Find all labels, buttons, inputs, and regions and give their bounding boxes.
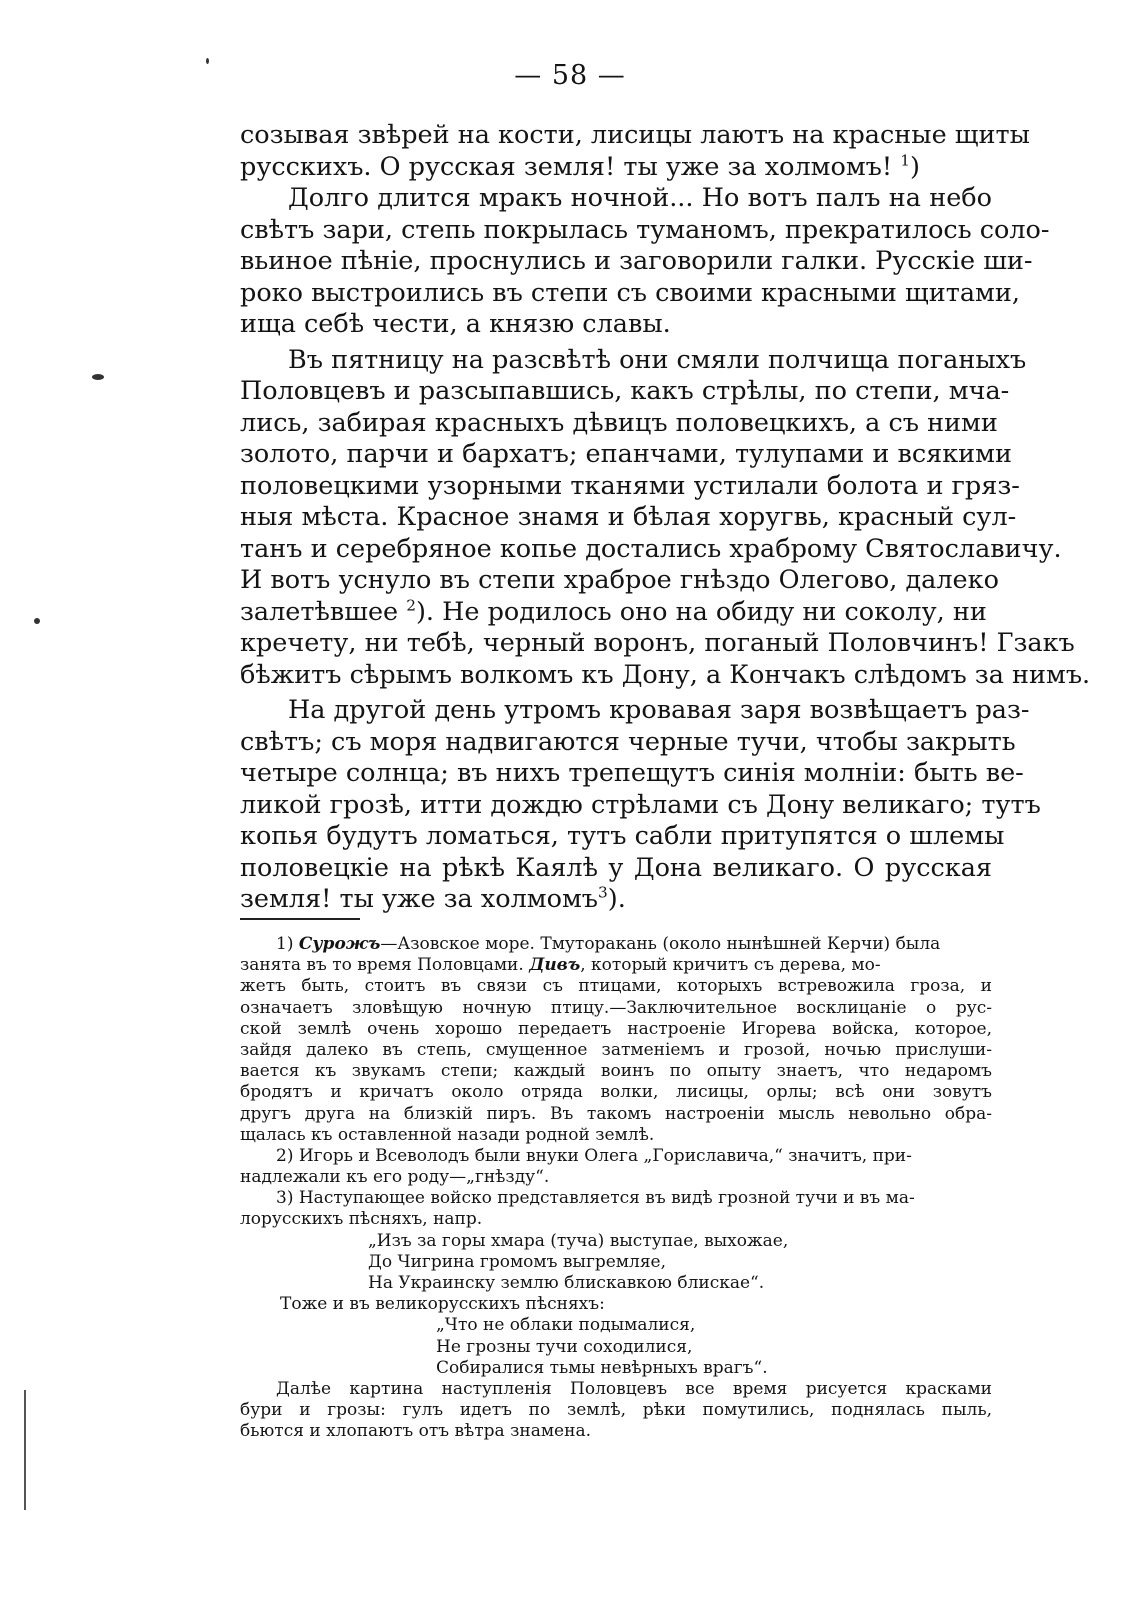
text-line: лись, забирая красныхъ дѣвицъ половецкихъ, а съ ними — [240, 407, 998, 438]
verse-line: До Чигрина громомъ выгремляе, — [368, 1251, 667, 1272]
footnotes — [240, 934, 992, 1443]
footnote-line: надлежали къ его роду—„гнѣзду“. — [240, 1167, 550, 1188]
footnote-1: 1) Сурожъ—Азовское море. Тмуторакань (около нынѣшней Керчи) была — [276, 934, 941, 954]
text-line: И вотъ уснуло въ степи храброе гнѣздо Олегово, далеко — [240, 565, 999, 595]
main-text — [240, 120, 1091, 916]
footnote-line: другъ друга на близкій пиръ. Въ такомъ настроеніи мысль невольно обра- — [240, 1103, 992, 1124]
scan-speck — [206, 58, 209, 64]
verse-line: Не грозны тучи соходилися, — [436, 1336, 693, 1357]
scan-speck — [92, 374, 104, 380]
footnote-line: бьются и хлопаютъ отъ вѣтра знамена. — [240, 1421, 591, 1442]
footnote-line: Далѣе картина наступленія Половцевъ все время рисуется красками — [276, 1378, 992, 1399]
footnote-line: вается къ звукамъ степи; каждый воинъ по опыту знаетъ, что недаромъ — [240, 1061, 992, 1082]
verse-line: „Изъ за горы хмара (туча) выступае, выхожае, — [368, 1230, 789, 1251]
text-line: созывая звѣрей на кости, лисицы лаютъ на красные щиты — [240, 120, 1030, 150]
footnote-2: 2) Игорь и Всеволодъ были внуки Олега „Гориславича,“ значитъ, при- — [276, 1145, 912, 1166]
text-line: роко выстроились въ степи съ своими красными щитами, — [240, 277, 1020, 308]
paragraph-start: На другой день утромъ кровавая заря возвѣщаетъ раз- — [288, 695, 1030, 725]
footnote-line: бури и грозы: гулъ идетъ по землѣ, рѣки помутились, поднялась пыль, — [240, 1400, 992, 1421]
paragraph-start: Долго длится мракъ ночной... Но вотъ палъ на небо — [288, 183, 992, 213]
page-number: — 58 — — [514, 60, 626, 91]
text-line: половецкіе на рѣкѣ Каялѣ у Дона великаго. О русская — [240, 852, 992, 883]
paragraph-start: Въ пятницу на разсвѣтѣ они смяли полчища поганыхъ — [288, 344, 1027, 375]
text-line: танъ и серебряное копье достались храброму Святославичу. — [240, 533, 1062, 564]
footnote-line: бродятъ и кричатъ около отряда волки, лисицы, орлы; всѣ они зовутъ — [240, 1082, 992, 1103]
text-line: залетѣвшее $^2$). Не родилось оно на обиду ни соколу, ни — [240, 596, 987, 627]
footnote-ref: 2 — [406, 596, 416, 614]
text-line: четыре солнца; въ нихъ трепещутъ синія молніи: быть ве- — [240, 758, 1024, 788]
text-line: русскихъ. О русская земля! ты уже за холмомъ! $^1$) — [240, 151, 920, 182]
text-line: вьиное пѣніе, проснулись и заговорили галки. Русскіе ши- — [240, 246, 1033, 276]
verse-line: „Что не облаки подымалися, — [436, 1315, 696, 1336]
verse-line: На Украинску землю блискавкою блискае“. — [368, 1273, 765, 1293]
footnote-3: 3) Наступающее войско представляется въ видѣ грозной тучи и въ ма- — [276, 1188, 915, 1209]
text-line: бѣжитъ сѣрымъ волкомъ къ Дону, а Кончакъ слѣдомъ за нимъ. — [240, 659, 1091, 690]
footnote-line: зайдя далеко въ степь, смущенное затменіемъ и грозой, ночью прислуши- — [240, 1039, 992, 1060]
footnote-divider — [240, 918, 360, 920]
text-line: ликой грозѣ, итти дождю стрѣлами съ Дону великаго; тутъ — [240, 789, 1041, 820]
footnote-line: щалась къ оставленной назади родной землѣ. — [240, 1124, 655, 1145]
verse-line: Собиралися тьмы невѣрныхъ врагъ“. — [436, 1357, 768, 1378]
text-line: свѣтъ; съ моря надвигаются черные тучи, чтобы закрыть — [240, 726, 1016, 757]
scan-edge-mark — [24, 1390, 26, 1510]
scan-speck — [34, 618, 40, 624]
footnote-ref: 1 — [900, 151, 910, 169]
text-line: кречету, ни тебѣ, черный воронъ, поганый Половчинъ! Гзакъ — [240, 628, 1075, 658]
text-line: ныя мѣста. Красное знамя и бѣлая хоругвь, красный сул- — [240, 502, 1017, 532]
footnote-line: ской землѣ очень хорошо передаетъ настроеніе Игорева войска, которое, — [240, 1018, 992, 1039]
text-line: копья будутъ ломаться, тутъ сабли притупятся о шлемы — [240, 821, 1005, 851]
text-line: ища себѣ чести, а князю славы. — [240, 309, 671, 339]
footnote-line: означаетъ зловѣщую ночную птицу.—Заключительное восклицаніе о рус- — [240, 997, 992, 1018]
text-line: золото, парчи и бархатъ; епанчами, тулупами и всякими — [240, 439, 1012, 469]
text-line: половецкими узорными тканями устилали болота и гряз- — [240, 470, 1020, 501]
footnote-ref: 3 — [598, 883, 608, 902]
text-line: Половцевъ и разсыпавшись, какъ стрѣлы, по степи, мча- — [240, 376, 1010, 406]
footnote-line: лорусскихъ пѣсняхъ, напр. — [240, 1209, 483, 1230]
text-line: земля! ты уже за холмомъ$^3$). — [240, 883, 626, 914]
footnote-line: Тоже и въ великорусскихъ пѣсняхъ: — [280, 1294, 605, 1315]
text-line: свѣтъ зари, степь покрылась туманомъ, прекратилось соло- — [240, 214, 1050, 245]
footnote-line: занята въ то время Половцами. Дивъ, который кричитъ съ дерева, мо- — [240, 955, 881, 976]
footnote-line: жетъ быть, стоитъ въ связи съ птицами, которыхъ встревожила гроза, и — [240, 976, 992, 997]
